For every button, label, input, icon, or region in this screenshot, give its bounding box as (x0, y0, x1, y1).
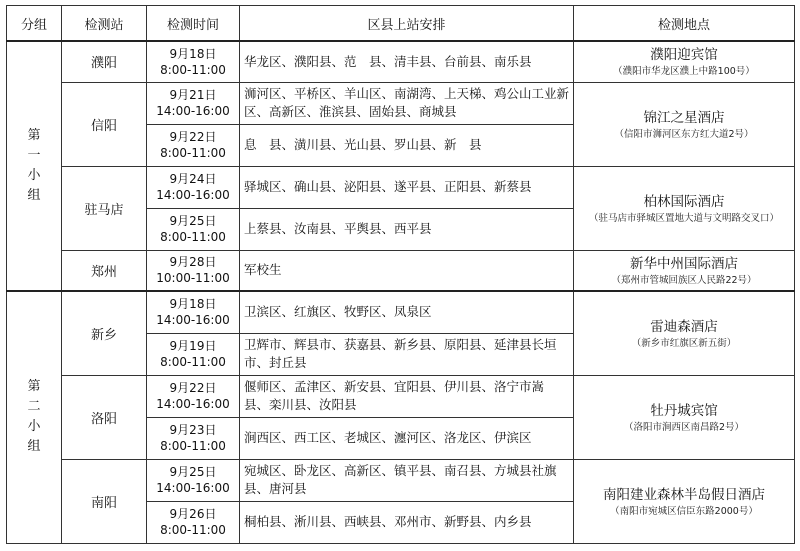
station-name: 南阳 (62, 459, 147, 543)
header-counties: 区县上站安排 (240, 6, 574, 42)
venue-cell (574, 82, 795, 166)
venue-cell (574, 166, 795, 250)
table-row (7, 375, 795, 417)
time-cell (147, 501, 240, 543)
slot-date: 9月22日 (169, 130, 217, 144)
counties-cell: 宛城区、卧龙区、高新区、镇平县、南召县、方城县社旗县、唐河县 (240, 459, 574, 501)
counties-cell: 驿城区、确山县、泌阳县、遂平县、正阳县、新蔡县 (240, 166, 574, 208)
counties-cell: 卫辉市、辉县市、获嘉县、新乡县、原阳县、延津县长垣市、封丘县 (240, 333, 574, 375)
venue-cell (574, 459, 795, 543)
time-cell (147, 291, 240, 333)
venue-name: 新华中州国际酒店 (630, 255, 738, 272)
venue-cell (574, 375, 795, 459)
slot-time: 14:00-16:00 (156, 397, 230, 411)
time-cell (147, 124, 240, 166)
time-cell (147, 166, 240, 208)
time-cell (147, 333, 240, 375)
slot-date: 9月24日 (169, 172, 217, 186)
group-label: 第 二 小 组 (27, 379, 41, 455)
slot-date: 9月18日 (169, 297, 217, 312)
station-name: 濮阳 (62, 41, 147, 82)
time-cell (147, 82, 240, 124)
slot-time: 14:00-16:00 (156, 481, 230, 495)
venue-address: （驻马店市驿城区置地大道与文明路交叉口） (588, 212, 779, 224)
slot-date: 9月25日 (169, 465, 217, 479)
table-row (7, 41, 795, 82)
venue-address: （濮阳市华龙区濮上中路100号） (613, 66, 755, 78)
time-cell (147, 459, 240, 501)
table-row (7, 291, 795, 333)
station-name: 信阳 (62, 82, 147, 166)
counties-cell: 华龙区、濮阳县、范 县、清丰县、台前县、南乐县 (240, 41, 574, 82)
venue-address: （新乡市红旗区新五街） (631, 337, 737, 349)
slot-date: 9月28日 (169, 255, 217, 270)
counties-cell: 涧西区、西工区、老城区、瀍河区、洛龙区、伊滨区 (240, 417, 574, 459)
station-name: 驻马店 (62, 166, 147, 250)
venue-cell (574, 41, 795, 82)
venue-name: 柏林国际酒店 (643, 193, 725, 210)
station-name: 洛阳 (62, 375, 147, 459)
group-one (7, 41, 795, 291)
table-row (7, 82, 795, 124)
venue-cell (574, 250, 795, 291)
slot-date: 9月26日 (169, 507, 217, 521)
schedule-table (6, 5, 795, 544)
table-row (7, 250, 795, 291)
venue-name: 雷迪森酒店 (650, 318, 718, 335)
header-station: 检测站 (62, 6, 147, 42)
table-row (7, 166, 795, 208)
venue-name: 牡丹城宾馆 (650, 402, 718, 419)
station-name: 新乡 (62, 291, 147, 375)
venue-address: （信阳市浉河区东方红大道2号） (614, 128, 754, 140)
counties-cell: 浉河区、平桥区、羊山区、南湖湾、上天梯、鸡公山工业新区、高新区、淮滨县、固始县、商城县 (240, 82, 574, 124)
venue-address: （郑州市管城回族区人民路22号） (611, 274, 757, 286)
time-cell (147, 41, 240, 82)
slot-date: 9月22日 (169, 381, 217, 395)
counties-cell: 上蔡县、汝南县、平舆县、西平县 (240, 208, 574, 250)
table-header (7, 6, 795, 42)
venue-address: （南阳市宛城区信臣东路2000号） (610, 505, 758, 517)
venue-name: 濮阳迎宾馆 (650, 47, 718, 64)
slot-time: 14:00-16:00 (156, 313, 230, 328)
venue-name: 锦江之星酒店 (643, 109, 725, 126)
time-cell (147, 375, 240, 417)
slot-time: 8:00-11:00 (160, 355, 226, 369)
header-venue: 检测地点 (574, 6, 795, 42)
venue-address: （洛阳市涧西区南昌路2号） (623, 421, 745, 433)
counties-cell: 军校生 (240, 250, 574, 291)
time-cell (147, 250, 240, 291)
header-row (7, 6, 795, 42)
station-name: 郑州 (62, 250, 147, 291)
slot-date: 9月25日 (169, 214, 217, 228)
group-label: 第 一 小 组 (27, 128, 41, 203)
time-cell (147, 417, 240, 459)
slot-date: 9月21日 (169, 88, 217, 102)
slot-date: 9月23日 (169, 423, 217, 437)
slot-time: 8:00-11:00 (160, 230, 226, 244)
slot-time: 8:00-11:00 (160, 439, 226, 453)
slot-time: 14:00-16:00 (156, 188, 230, 202)
slot-time: 8:00-11:00 (160, 62, 226, 77)
slot-date: 9月19日 (169, 339, 217, 353)
header-time: 检测时间 (147, 6, 240, 42)
slot-time: 8:00-11:00 (160, 146, 226, 160)
table-row (7, 459, 795, 501)
counties-cell: 桐柏县、淅川县、西峡县、邓州市、新野县、内乡县 (240, 501, 574, 543)
slot-date: 9月18日 (169, 46, 217, 61)
slot-time: 10:00-11:00 (156, 271, 230, 286)
slot-time: 14:00-16:00 (156, 104, 230, 118)
time-cell (147, 208, 240, 250)
slot-time: 8:00-11:00 (160, 523, 226, 537)
counties-cell: 卫滨区、红旗区、牧野区、凤泉区 (240, 291, 574, 333)
group-label-cell (7, 291, 62, 543)
counties-cell: 息 县、潢川县、光山县、罗山县、新 县 (240, 124, 574, 166)
venue-name: 南阳建业森林半岛假日酒店 (603, 486, 765, 503)
group-two (7, 291, 795, 543)
header-group: 分组 (7, 6, 62, 42)
venue-cell (574, 291, 795, 375)
group-label-cell (7, 41, 62, 291)
counties-cell: 偃师区、孟津区、新安县、宜阳县、伊川县、洛宁市嵩 县、栾川县、汝阳县 (240, 375, 574, 417)
